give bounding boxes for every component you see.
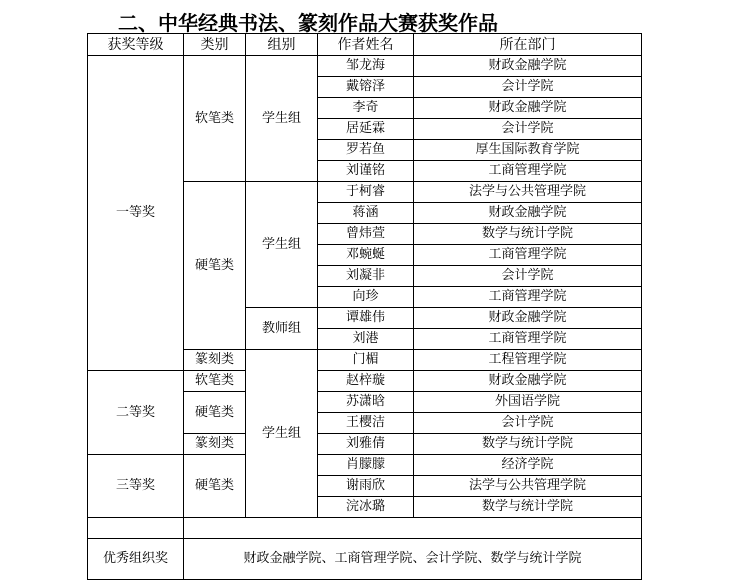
author-name: 刘凝非 [318, 266, 414, 287]
department: 法学与公共管理学院 [414, 182, 642, 203]
department: 工商管理学院 [414, 245, 642, 266]
group-student: 学生组 [246, 56, 318, 182]
spacer-cell [184, 518, 642, 539]
level-second: 二等奖 [88, 371, 184, 455]
table-row [88, 371, 642, 392]
department: 会计学院 [414, 413, 642, 434]
department: 会计学院 [414, 266, 642, 287]
department: 财政金融学院 [414, 56, 642, 77]
department: 工商管理学院 [414, 329, 642, 350]
department: 会计学院 [414, 77, 642, 98]
author-name: 刘雅倩 [318, 434, 414, 455]
author-name: 苏潇晗 [318, 392, 414, 413]
author-name: 李奇 [318, 98, 414, 119]
author-name: 向珍 [318, 287, 414, 308]
author-name: 罗若鱼 [318, 140, 414, 161]
department: 会计学院 [414, 119, 642, 140]
category-soft: 软笔类 [184, 56, 246, 182]
department: 财政金融学院 [414, 98, 642, 119]
author-name: 门楣 [318, 350, 414, 371]
author-name: 谭雄伟 [318, 308, 414, 329]
spacer-row [88, 518, 642, 539]
department: 财政金融学院 [414, 203, 642, 224]
department: 数学与统计学院 [414, 224, 642, 245]
department: 厚生国际教育学院 [414, 140, 642, 161]
department: 工商管理学院 [414, 161, 642, 182]
excellent-row [88, 539, 642, 580]
category-hard: 硬笔类 [184, 182, 246, 350]
author-name: 居延霖 [318, 119, 414, 140]
author-name: 谢雨欣 [318, 476, 414, 497]
department: 经济学院 [414, 455, 642, 476]
header-department: 所在部门 [414, 34, 642, 56]
header-level: 获奖等级 [88, 34, 184, 56]
header-row [88, 34, 642, 56]
author-name: 曾炜萱 [318, 224, 414, 245]
category-seal: 篆刻类 [184, 350, 246, 371]
author-name: 刘谨铭 [318, 161, 414, 182]
category-hard: 硬笔类 [184, 455, 246, 518]
author-name: 刘港 [318, 329, 414, 350]
department: 财政金融学院 [414, 371, 642, 392]
department: 外国语学院 [414, 392, 642, 413]
header-category: 类别 [184, 34, 246, 56]
page-title: 二、中华经典书法、篆刻作品大赛获奖作品 [118, 11, 498, 35]
department: 工商管理学院 [414, 287, 642, 308]
level-third: 三等奖 [88, 455, 184, 518]
level-first: 一等奖 [88, 56, 184, 371]
author-name: 戴镕泽 [318, 77, 414, 98]
spacer-cell [88, 518, 184, 539]
author-name: 蒋涵 [318, 203, 414, 224]
level-excellent: 优秀组织奖 [88, 539, 184, 580]
header-group: 组别 [246, 34, 318, 56]
category-seal: 篆刻类 [184, 434, 246, 455]
department: 数学与统计学院 [414, 497, 642, 518]
author-name: 邹龙海 [318, 56, 414, 77]
department: 法学与公共管理学院 [414, 476, 642, 497]
author-name: 于柯睿 [318, 182, 414, 203]
department: 财政金融学院 [414, 308, 642, 329]
author-name: 肖朦朦 [318, 455, 414, 476]
author-name: 浣冰璐 [318, 497, 414, 518]
table-row [88, 455, 642, 476]
author-name: 邓蜿蜒 [318, 245, 414, 266]
department: 数学与统计学院 [414, 434, 642, 455]
category-soft: 软笔类 [184, 371, 246, 392]
author-name: 赵梓璇 [318, 371, 414, 392]
excellent-departments: 财政金融学院、工商管理学院、会计学院、数学与统计学院 [184, 539, 642, 580]
table-row [88, 56, 642, 77]
header-author: 作者姓名 [318, 34, 414, 56]
category-hard: 硬笔类 [184, 392, 246, 434]
group-teacher: 教师组 [246, 308, 318, 350]
awards-table [87, 33, 642, 580]
group-student: 学生组 [246, 350, 318, 518]
group-student: 学生组 [246, 182, 318, 308]
department: 工程管理学院 [414, 350, 642, 371]
author-name: 王樱洁 [318, 413, 414, 434]
